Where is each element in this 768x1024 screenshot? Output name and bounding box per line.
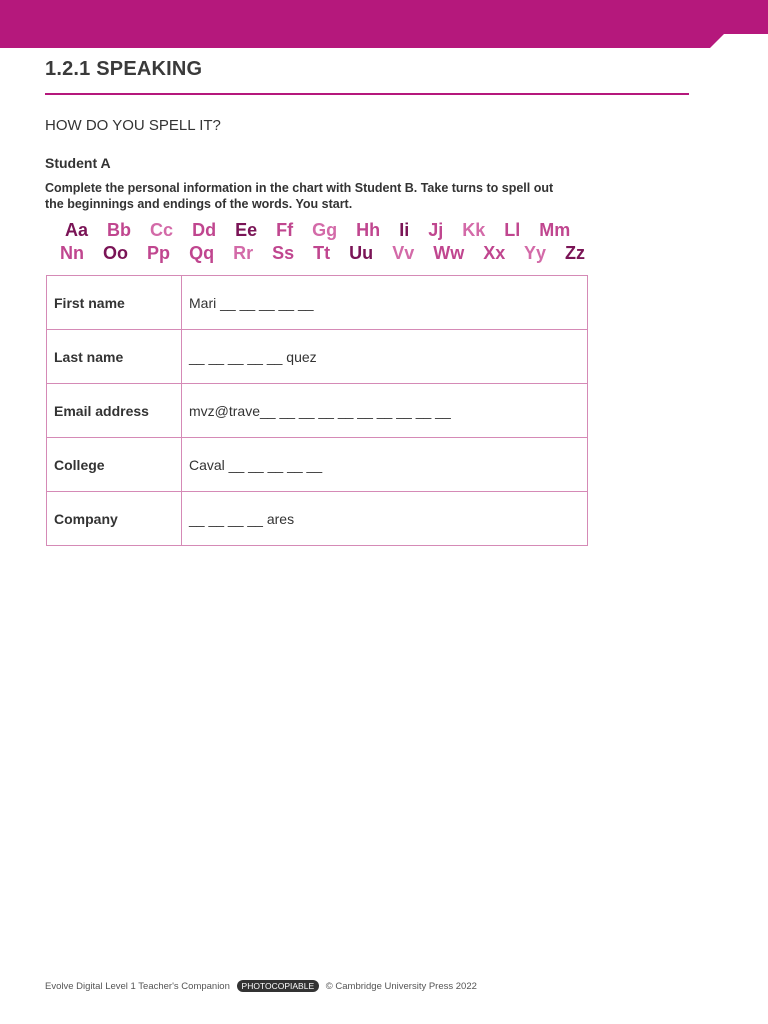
alphabet-letter: Jj [428, 220, 444, 240]
alphabet-letter: Oo [103, 243, 129, 263]
row-value: __ __ __ __ __ quez [182, 330, 588, 384]
alphabet-letter: Ll [504, 220, 521, 240]
alphabet-letter: Tt [313, 243, 331, 263]
alphabet-letter: Ii [399, 220, 410, 240]
row-value: mvz@trave__ __ __ __ __ __ __ __ __ __ [182, 384, 588, 438]
alphabet-letter: Rr [233, 243, 254, 263]
alphabet-letter: Aa [65, 220, 89, 240]
alphabet-letter: Cc [150, 220, 174, 240]
table-row [47, 492, 588, 546]
instructions-line-1: Complete the personal information in the chart with Student B. Take turns to spell out [45, 181, 554, 195]
alphabet-letter: Bb [107, 220, 132, 240]
row-value: Mari __ __ __ __ __ [182, 276, 588, 330]
alphabet-letter: Yy [523, 243, 546, 263]
alphabet-row-2 [60, 243, 599, 264]
alphabet-letter: Ss [272, 243, 295, 263]
personal-info-table [46, 275, 588, 546]
row-value: Caval __ __ __ __ __ [182, 438, 588, 492]
header-band [0, 0, 768, 48]
photocopiable-badge: PHOTOCOPIABLE [237, 980, 320, 992]
instructions-line-2: the beginnings and endings of the words. You start. [45, 197, 353, 211]
footer-copyright: © Cambridge University Press 2022 [325, 981, 477, 992]
row-label: First name [47, 276, 182, 330]
page-footer [45, 980, 477, 992]
alphabet-letter: Nn [60, 243, 84, 263]
alphabet-letter: Ee [235, 220, 258, 240]
alphabet-letter: Ww [433, 243, 465, 263]
footer-book-title: Evolve Digital Level 1 Teacher's Companion [45, 981, 230, 992]
table-row [47, 276, 588, 330]
alphabet-letter: Qq [189, 243, 215, 263]
activity-subtitle: HOW DO YOU SPELL IT? [45, 117, 221, 134]
row-value: __ __ __ __ ares [182, 492, 588, 546]
alphabet-letter: Zz [565, 243, 586, 263]
instructions [45, 180, 565, 212]
alphabet-letter: Ff [276, 220, 294, 240]
row-label: Last name [47, 330, 182, 384]
alphabet-letter: Dd [192, 220, 217, 240]
table-row [47, 330, 588, 384]
section-title: 1.2.1 SPEAKING [45, 58, 203, 80]
alphabet-letter: Gg [312, 220, 338, 240]
row-label: College [47, 438, 182, 492]
row-label: Email address [47, 384, 182, 438]
title-divider [45, 93, 689, 95]
alphabet-letter: Kk [462, 220, 486, 240]
alphabet-letter: Pp [147, 243, 171, 263]
alphabet-letter: Vv [392, 243, 415, 263]
alphabet-row-1 [65, 220, 584, 241]
alphabet-letter: Uu [349, 243, 374, 263]
table-row [47, 438, 588, 492]
table-row [47, 384, 588, 438]
row-label: Company [47, 492, 182, 546]
student-label: Student A [45, 155, 111, 171]
alphabet-letter: Xx [483, 243, 506, 263]
alphabet-letter: Mm [539, 220, 571, 240]
alphabet-letter: Hh [356, 220, 381, 240]
